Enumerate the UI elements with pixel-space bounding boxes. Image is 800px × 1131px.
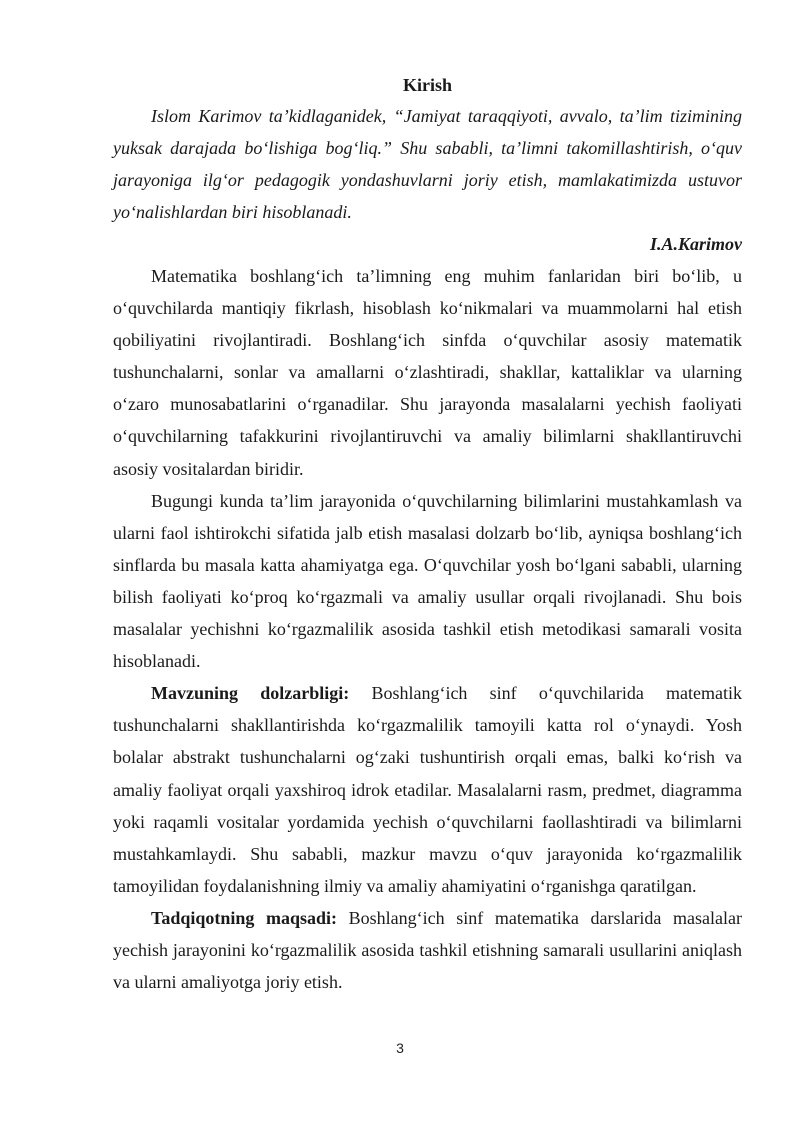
paragraph-relevance [113, 677, 742, 902]
paragraph-2 [113, 485, 742, 678]
page-number: 3 [396, 1040, 404, 1056]
paragraph-text: Boshlang‘ich sinf o‘quvchilarida matematik tushunchalarni shakllantirishda ko‘rgazmalilik tamoyili katta rol o‘ynaydi. Yosh bolalar abstrakt tushunchalarni og‘zaki tushuntirish orqali emas, balki ko‘rish va amaliy faoliyat orqali yaxshiroq idrok etadilar. Masalalarni rasm, predmet, diagramma yoki raqamli vositalar yordamida yechish o‘quvchilarni faollashtiradi va bilimlarni mustahkamlaydi. Shu sababli, mazkur mavzu o‘quv jarayonida ko‘rgazmalilik tamoyilidan foydalanishning ilmiy va amaliy ahamiyatini o‘rganishga qaratilgan. [113, 683, 743, 896]
paragraph-text: Matematika boshlang‘ich ta’limning eng muhim fanlaridan biri bo‘lib, u o‘quvchilarda mantiqiy fikrlash, hisoblash ko‘nikmalari va muammolarni hal etish qobiliyatini rivojlantiradi. Boshlang‘ich sinfda o‘quvchilar asosiy matematik tushunchalarni, sonlar va amallarni o‘zlashtiradi, shakllar, kattaliklar va ularning o‘zaro munosabatlarini o‘rganadilar. Shu jarayonda masalalarni yechish faoliyati o‘quvchilarning tafakkurini rivojlantiruvchi va amaliy bilimlarni shakllantiruvchi asosiy vositalardan biridir. [113, 266, 742, 479]
epigraph-quote: Islom Karimov ta’kidlaganidek, “Jamiyat taraqqiyoti, avvalo, ta’lim tizimining yuksak darajada bo‘lishiga bog‘liq.” Shu sababli, ta’limni takomillashtirish, o‘quv jarayoniga ilg‘or pedagogik yondashuvlarni joriy etish, mamlakatimizda ustuvor yo‘nalishlardan biri hisoblanadi. [113, 106, 742, 222]
section-title: Kirish [402, 75, 452, 95]
epigraph-author: I.A.Karimov [649, 234, 742, 254]
paragraph-lead: Mavzuning dolzarbligi: [151, 683, 350, 704]
document-page [113, 70, 742, 998]
paragraph-text: Boshlang‘ich sinf matematika darslarida masalalar yechish jarayonini ko‘rgazmalilik asosida tashkil etishning samarali usullarini aniqlash va ularni amaliyotga joriy etish. [113, 907, 743, 993]
paragraph-1 [113, 260, 742, 485]
paragraph-text: Bugungi kunda ta’lim jarayonida o‘quvchilarning bilimlarini mustahkamlash va ularni faol ishtirokchi sifatida jalb etish masalasi dolzarb bo‘lib, ayniqsa boshlang‘ich sinflarda bu masala katta ahamiyatga ega. O‘quvchilar yosh bo‘lgani sababli, ularning bilish faoliyati ko‘proq ko‘rgazmali va amaliy usullar orqali rivojlanadi. Shu bois masalalar yechishni ko‘rgazmalilik asosida tashkil etish metodikasi samarali vosita hisoblanadi. [113, 490, 742, 672]
paragraph-objective [113, 902, 742, 998]
paragraph-lead: Tadqiqotning maqsadi: [151, 907, 338, 928]
